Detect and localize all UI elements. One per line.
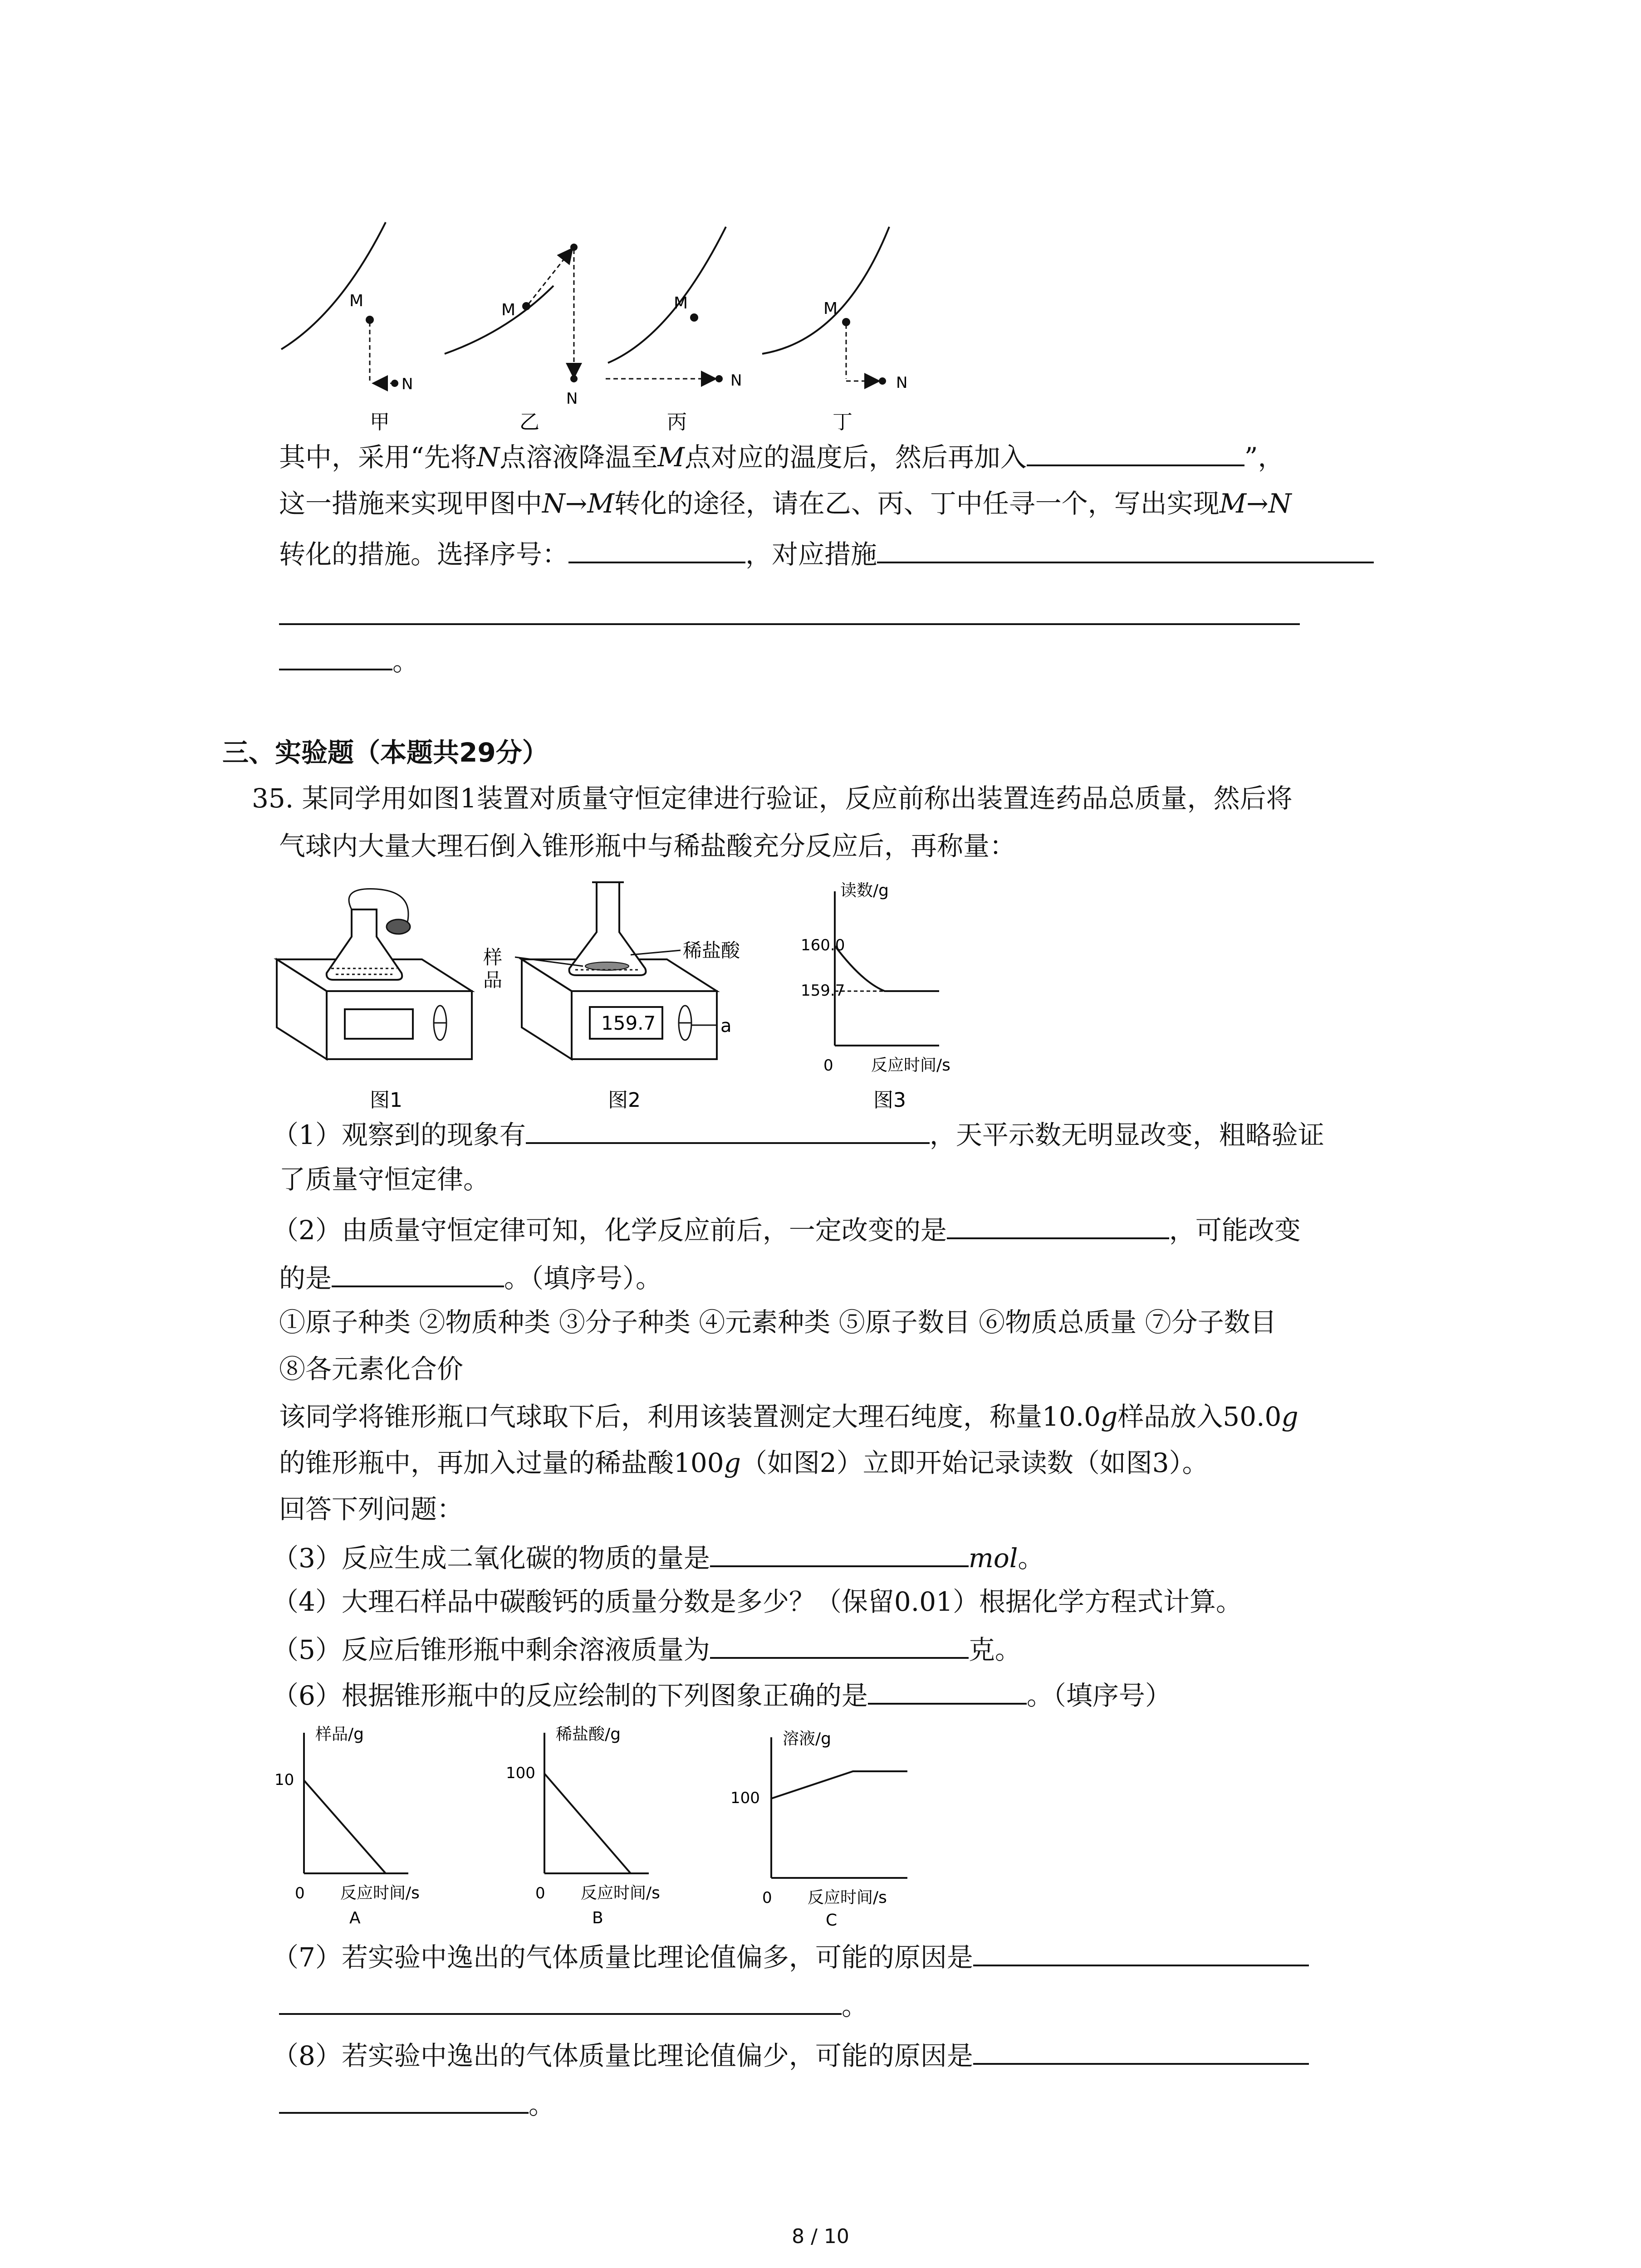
q35-p5: （5）反应后锥形瓶中剩余溶液质量为 克。 — [272, 1632, 1021, 1666]
svg-text:159.7: 159.7 — [801, 982, 845, 1000]
answer-blank-p2b[interactable] — [332, 1260, 504, 1287]
q35-p1-cont: 了质量守恒定律。 — [279, 1164, 490, 1195]
svg-text:100: 100 — [506, 1764, 535, 1782]
svg-text:N: N — [566, 390, 578, 408]
svg-text:M: M — [349, 292, 364, 310]
curve-yi — [445, 244, 578, 434]
page-number: 8 / 10 — [792, 2225, 849, 2248]
q35-p3: （3）反应生成二氧化碳的物质的量是 mol。 — [272, 1540, 1044, 1574]
figure-3-graph — [798, 878, 998, 1114]
svg-text:溶液/g: 溶液/g — [783, 1730, 831, 1748]
option-graph-b — [504, 1724, 694, 1928]
svg-text:读数/g: 读数/g — [840, 881, 889, 900]
q35-p2: （2）由质量守恒定律可知，化学反应前后，一定改变的是 ，可能改变 — [272, 1212, 1301, 1246]
balance-display: 159.7 — [601, 1012, 656, 1034]
answer-blank-p8b[interactable] — [279, 2087, 529, 2114]
svg-text:反应时间/s: 反应时间/s — [340, 1884, 420, 1902]
sample-label-v2: 品 — [483, 969, 503, 991]
answer-blank-4[interactable] — [279, 623, 1300, 625]
answer-blank-2[interactable] — [568, 536, 745, 563]
svg-text:0: 0 — [823, 1056, 833, 1075]
svg-text:M: M — [674, 294, 688, 313]
figure-3-caption: 图3 — [873, 1089, 906, 1112]
svg-text:a: a — [720, 1016, 732, 1036]
acid-label: 稀盐酸 — [683, 939, 740, 962]
svg-text:0: 0 — [535, 1884, 545, 1902]
figure-2-balance — [472, 878, 780, 1114]
answer-blank-p2a[interactable] — [947, 1212, 1169, 1239]
q35-context-2: 的锥形瓶中，再加入过量的稀盐酸100g（如图2）立即开始记录读数（如图3）。 — [279, 1447, 1209, 1478]
svg-text:100: 100 — [730, 1789, 760, 1807]
svg-text:反应时间/s: 反应时间/s — [808, 1888, 887, 1907]
q35-context-3: 回答下列问题： — [279, 1494, 464, 1525]
answer-blank-p7a[interactable] — [973, 1939, 1309, 1966]
option-letter-a: A — [349, 1909, 361, 1927]
svg-text:N: N — [402, 375, 413, 393]
answer-blank-5[interactable] — [279, 643, 392, 670]
q35-p7: （7）若实验中逸出的气体质量比理论值偏多，可能的原因是 — [272, 1939, 1309, 1973]
q35-options-line1: ①原子种类 ②物质种类 ③分子种类 ④元素种类 ⑤原子数目 ⑥物质总质量 ⑦分子数目 — [279, 1307, 1277, 1338]
q35-context-1: 该同学将锥形瓶口气球取下后，利用该装置测定大理石纯度，称量10.0g样品放入50.0g — [279, 1401, 1298, 1432]
label-ding: 丁 — [833, 411, 852, 434]
figure-1-caption: 图1 — [370, 1089, 402, 1112]
svg-text:N: N — [896, 374, 908, 392]
svg-text:10: 10 — [274, 1771, 294, 1789]
curve-ding — [762, 227, 907, 434]
q34-line5: 。 — [279, 643, 419, 677]
option-letter-b: B — [592, 1909, 603, 1927]
svg-text:N: N — [730, 371, 742, 390]
sample-label-v1: 样 — [483, 946, 503, 968]
svg-text:160.0: 160.0 — [801, 936, 845, 954]
svg-text:反应时间/s: 反应时间/s — [871, 1056, 950, 1075]
answer-blank-p7b[interactable] — [279, 1988, 842, 2015]
answer-blank-1[interactable] — [1027, 439, 1244, 466]
solubility-curves-figure — [272, 213, 935, 440]
section-heading: 三、实验题（本题共29分） — [222, 737, 549, 768]
q35-p7-cont: 。 — [279, 1988, 868, 2022]
figure-2-caption: 图2 — [608, 1089, 641, 1112]
q35-p1: （1）观察到的现象有 ，天平示数无明显改变，粗略验证 — [272, 1117, 1324, 1151]
svg-text:0: 0 — [762, 1889, 772, 1907]
svg-text:M: M — [823, 299, 838, 318]
q34-line2: 这一措施来实现甲图中N→M转化的途径，请在乙、丙、丁中任寻一个，写出实现M→N — [279, 488, 1292, 519]
q35-p8: （8）若实验中逸出的气体质量比理论值偏少，可能的原因是 — [272, 2038, 1309, 2072]
option-letter-c: C — [826, 1911, 838, 1928]
curve-bing — [606, 227, 742, 434]
answer-blank-p1[interactable] — [526, 1117, 930, 1144]
svg-text:稀盐酸/g: 稀盐酸/g — [556, 1725, 621, 1744]
answer-blank-p8a[interactable] — [973, 2038, 1309, 2065]
answer-blank-p6[interactable] — [868, 1677, 1027, 1705]
q35-options-line2: ⑧各元素化合价 — [279, 1354, 464, 1384]
option-graph-a — [272, 1724, 463, 1928]
q35-stem-line2: 气球内大量大理石倒入锥形瓶中与稀盐酸充分反应后，再称量： — [279, 831, 1016, 861]
q35-p2-cont: 的是 。（填序号）。 — [279, 1260, 662, 1294]
answer-blank-p5[interactable] — [710, 1632, 969, 1659]
q35-stem-line1: 35. 某同学用如图1装置对质量守恒定律进行验证，反应前称出装置连药品总质量，然后将 — [252, 783, 1293, 814]
svg-text:反应时间/s: 反应时间/s — [581, 1884, 660, 1902]
q35-p8-cont: 。 — [279, 2087, 555, 2121]
label-jia: 甲 — [370, 411, 390, 434]
svg-text:M: M — [501, 301, 516, 319]
option-graph-c — [726, 1724, 926, 1928]
q34-line3: 转化的措施。选择序号： ，对应措施 — [279, 536, 1374, 570]
q35-p6: （6）根据锥形瓶中的反应绘制的下列图象正确的是 。（填序号） — [272, 1677, 1171, 1711]
label-bing: 丙 — [667, 411, 687, 434]
svg-text:0: 0 — [295, 1884, 305, 1902]
answer-blank-3[interactable] — [877, 536, 1374, 563]
label-yi: 乙 — [519, 411, 539, 434]
answer-blank-p3[interactable] — [710, 1540, 969, 1567]
figure-1-balance — [272, 878, 490, 1114]
curve-jia — [281, 222, 413, 434]
q35-p4: （4）大理石样品中碳酸钙的质量分数是多少？（保留0.01）根据化学方程式计算。 — [272, 1586, 1243, 1617]
svg-text:样品/g: 样品/g — [315, 1725, 364, 1744]
q34-line1: 其中，采用“先将N点溶液降温至M点对应的温度后，然后再加入 ”， — [279, 439, 1284, 473]
